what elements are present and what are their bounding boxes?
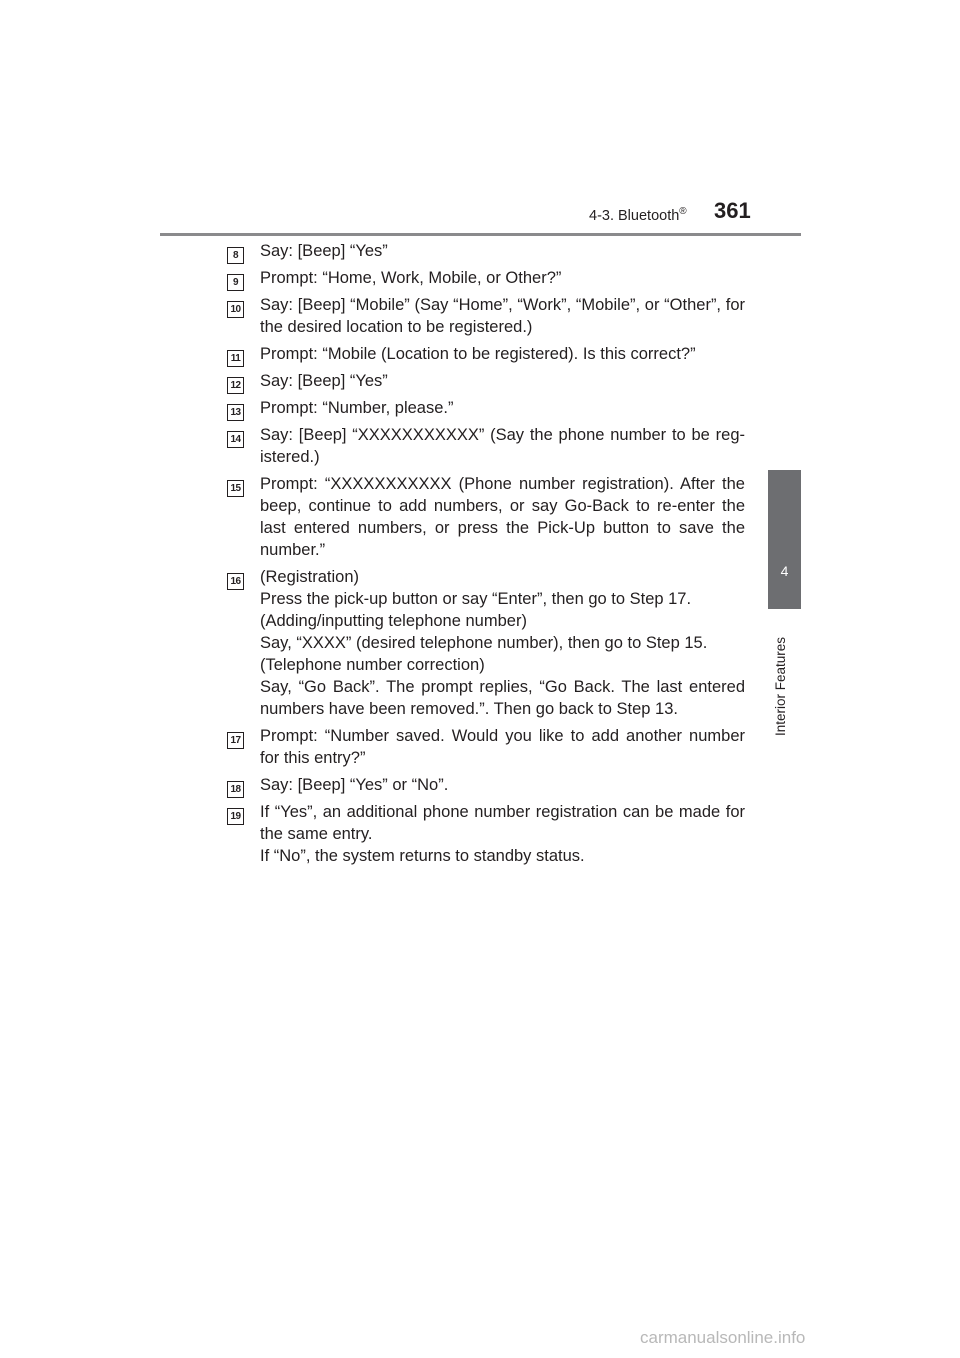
section-title (589, 206, 687, 224)
step-text: Say: [Beep] “Yes” or “No”. (260, 776, 449, 794)
step-10 (227, 294, 745, 338)
step-paragraph: Press the pick-up button or say “Enter”, then go to Step 17. (260, 590, 692, 608)
header-divider (160, 233, 801, 236)
step-text: Prompt: “Number saved. Would you like to add another number for this entry?” (260, 727, 745, 767)
chapter-tab-number: 4 (780, 563, 789, 579)
step-paragraph: Say, “Go Back”. The prompt replies, “Go Back. The last entered numbers have been removed.”. Then go back to Step 13. (260, 678, 745, 718)
step-paragraph: Say, “XXXX” (desired telephone number), then go to Step 15. (260, 634, 708, 652)
step-number-badge: 18 (227, 781, 244, 798)
section-title-text: 4-3. Bluetooth (589, 208, 680, 224)
step-16 (227, 566, 745, 720)
step-number-badge: 19 (227, 808, 244, 825)
step-number-badge: 11 (227, 350, 244, 367)
step-text: Say: [Beep] “XXXXXXXXXXX” (Say the phone number to be reg-istered.) (260, 426, 745, 466)
watermark: carmanualsonline.info (640, 1328, 806, 1347)
step-text: Prompt: “Home, Work, Mobile, or Other?” (260, 269, 562, 287)
step-text: Say: [Beep] “Yes” (260, 372, 388, 390)
step-paragraph: If “No”, the system returns to standby status. (260, 847, 585, 865)
page-header (0, 0, 960, 240)
step-number-badge: 16 (227, 573, 244, 590)
step-17 (227, 725, 745, 769)
chapter-tab-label: Interior Features (773, 636, 788, 736)
step-number-badge: 8 (227, 247, 244, 264)
step-number-badge: 15 (227, 480, 244, 497)
step-paragraph: (Telephone number correction) (260, 656, 485, 674)
step-paragraph: (Registration) (260, 568, 360, 586)
step-8 (227, 240, 745, 262)
page-number: 361 (714, 198, 751, 223)
step-number-badge: 17 (227, 732, 244, 749)
step-number-badge: 10 (227, 301, 244, 318)
step-text: Prompt: “Mobile (Location to be registered). Is this correct?” (260, 345, 696, 363)
step-paragraph: (Adding/inputting telephone number) (260, 612, 527, 630)
step-text: Prompt: “XXXXXXXXXXX (Phone number registration). After the beep, continue to add numbers, or say Go-Back to re-enter the last entered numbers, or press the Pick-Up button to save the number.” (260, 475, 745, 559)
step-text: Say: [Beep] “Yes” (260, 242, 388, 260)
registered-mark: ® (679, 206, 687, 217)
step-15 (227, 473, 745, 561)
step-number-badge: 12 (227, 377, 244, 394)
step-number-badge: 13 (227, 404, 244, 421)
step-number-badge: 9 (227, 274, 244, 291)
steps-list (227, 240, 745, 872)
step-13 (227, 397, 745, 419)
step-18 (227, 774, 745, 796)
chapter-tab (768, 470, 801, 609)
step-text: Prompt: “Number, please.” (260, 399, 454, 417)
step-9 (227, 267, 745, 289)
step-paragraph: If “Yes”, an additional phone number registration can be made for the same entry. (260, 803, 745, 843)
step-19 (227, 801, 745, 867)
step-14 (227, 424, 745, 468)
step-12 (227, 370, 745, 392)
step-11 (227, 343, 745, 365)
step-text: Say: [Beep] “Mobile” (Say “Home”, “Work”, “Mobile”, or “Other”, for the desired location to be registered.) (260, 296, 745, 336)
step-number-badge: 14 (227, 431, 244, 448)
